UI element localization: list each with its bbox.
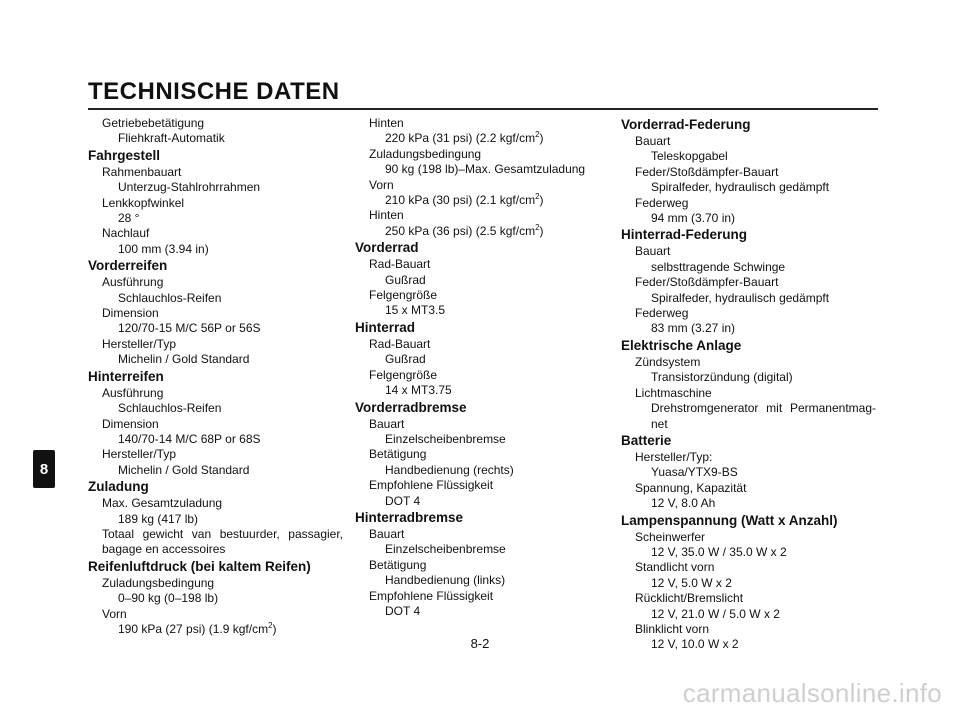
spec-value: 100 mm (3.94 in) — [118, 241, 209, 256]
spec-value: 83 mm (3.27 in) — [651, 321, 736, 336]
spec-value: 0–90 kg (0–198 lb) — [118, 591, 219, 606]
spec-label: Betätigung — [369, 447, 427, 462]
section-heading: Vorderradbremse — [355, 399, 467, 415]
section-heading: Hinterrad — [355, 319, 416, 335]
spec-label: Felgengröße — [369, 288, 438, 303]
spec-label: Rad-Bauart — [369, 257, 431, 272]
spec-value: Transistorzündung (digital) — [651, 370, 793, 385]
spec-label: Hinten — [369, 116, 404, 130]
spec-label: Dimension — [102, 306, 159, 321]
section-heading: Hinterrad-Federung — [621, 227, 748, 243]
spec-value: 210 kPa (30 psi) (2.1 kgf/$cm^2$) — [385, 192, 544, 208]
spec-value: Unterzug-Stahlrohrrahmen — [118, 180, 261, 195]
spec-column-2 — [355, 116, 610, 619]
section-heading: Lampenspannung (Watt x Anzahl) — [621, 512, 838, 528]
spec-value: Einzelscheibenbremse — [385, 431, 506, 446]
spec-label: Ausführung — [102, 275, 164, 290]
spec-label: Feder/Stoßdämpfer-Bauart — [635, 275, 779, 290]
spec-label: Nachlauf — [102, 226, 150, 241]
title-rule — [88, 108, 878, 110]
section-heading: Fahrgestell — [88, 147, 161, 163]
spec-label: Rahmenbauart — [102, 164, 182, 179]
section-heading: Hinterreifen — [88, 368, 164, 384]
spec-value: 15 x MT3.5 — [385, 303, 446, 318]
spec-value: Schlauchlos-Reifen — [118, 290, 222, 305]
spec-label: Hersteller/Typ — [102, 447, 177, 462]
spec-value: 12 V, 21.0 W / 5.0 W x 2 — [651, 606, 780, 621]
spec-label: Feder/Stoßdämpfer-Bauart — [635, 164, 779, 179]
page-title: TECHNISCHE DATEN — [88, 78, 340, 105]
spec-value: 12 V, 8.0 Ah — [651, 496, 716, 511]
section-heading: Batterie — [621, 432, 672, 448]
spec-column-3 — [621, 116, 876, 653]
spec-value: Einzelscheibenbremse — [385, 542, 506, 557]
spec-label: Totaal gewicht van bestuurder, passagier, — [102, 526, 343, 541]
spec-label: Hersteller/Typ: — [635, 449, 713, 464]
spec-label: Empfohlene Flüssigkeit — [369, 478, 494, 493]
spec-value: 90 kg (198 lb)–Max. Gesamtzuladung — [385, 162, 586, 177]
spec-value: selbsttragende Schwinge — [651, 259, 786, 274]
spec-value: 190 kPa (27 psi) (1.9 kgf/$cm^2$) — [118, 620, 277, 636]
spec-value: 220 kPa (31 psi) (2.2 kgf/$cm^2$) — [385, 130, 544, 146]
spec-value: 189 kg (417 lb) — [118, 511, 199, 526]
spec-value: 12 V, 35.0 W / 35.0 W x 2 — [651, 544, 787, 559]
section-heading: Hinterradbremse — [355, 509, 464, 525]
spec-label: Spannung, Kapazität — [635, 480, 747, 495]
spec-label: Rücklicht/Bremslicht — [635, 591, 744, 606]
section-heading: Elektrische Anlage — [621, 337, 742, 353]
spec-value: Yuasa/YTX9-BS — [651, 465, 738, 480]
spec-value: DOT 4 — [385, 493, 421, 508]
spec-label: Federweg — [635, 306, 689, 321]
spec-value: 28 ° — [118, 211, 140, 226]
spec-label: Scheinwerfer — [635, 529, 706, 544]
spec-label: bagage en accessoires — [102, 542, 226, 557]
spec-label: Vorn — [102, 606, 127, 621]
spec-column-1 — [88, 116, 343, 637]
spec-value: Handbedienung (rechts) — [385, 462, 514, 477]
spec-value: 94 mm (3.70 in) — [651, 211, 736, 226]
spec-label: Zuladungsbedingung — [369, 146, 482, 161]
section-heading: Vorderrad-Federung — [621, 117, 751, 132]
spec-value: Gußrad — [385, 272, 426, 287]
spec-value: Schlauchlos-Reifen — [118, 401, 222, 416]
spec-label: Standlicht vorn — [635, 560, 715, 575]
spec-value: 140/70-14 M/C 68P or 68S — [118, 431, 261, 446]
spec-label: Ausführung — [102, 385, 164, 400]
spec-label: Max. Gesamtzuladung — [102, 496, 223, 511]
spec-label: Lichtmaschine — [635, 385, 712, 400]
spec-label: Empfohlene Flüssigkeit — [369, 588, 494, 603]
spec-value: 120/70-15 M/C 56P or 56S — [118, 321, 261, 336]
spec-value: Teleskopgabel — [651, 149, 728, 164]
spec-value: 14 x MT3.75 — [385, 383, 452, 398]
spec-label: Felgengröße — [369, 367, 438, 382]
spec-value: Gußrad — [385, 352, 426, 367]
spec-label: Zuladungsbedingung — [102, 575, 215, 590]
watermark: carmanualsonline.info — [682, 678, 942, 708]
spec-label: Bauart — [635, 244, 671, 259]
section-heading: Reifenluftdruck (bei kaltem Reifen) — [88, 558, 311, 574]
spec-label: Vorn — [369, 177, 394, 192]
spec-value: 250 kPa (36 psi) (2.5 kgf/$cm^2$) — [385, 222, 544, 238]
spec-label: Rad-Bauart — [369, 336, 431, 351]
spec-label: Getriebebetätigung — [102, 116, 205, 130]
spec-value: Michelin / Gold Standard — [118, 462, 250, 477]
spec-value: 12 V, 10.0 W x 2 — [651, 637, 739, 652]
spec-label: Bauart — [369, 526, 405, 541]
spec-label: Hersteller/Typ — [102, 336, 177, 351]
spec-value: Spiralfeder, hydraulisch gedämpft — [651, 180, 830, 195]
page-number: 8-2 — [470, 636, 490, 651]
spec-label: Hinten — [369, 208, 404, 223]
spec-value: Handbedienung (links) — [385, 573, 506, 588]
section-tab: 8 — [33, 450, 55, 488]
spec-value: DOT 4 — [385, 603, 421, 618]
spec-label: Bauart — [635, 134, 671, 148]
spec-value: net — [651, 416, 668, 431]
spec-value: Drehstromgenerator mit Permanentmag- — [651, 401, 876, 416]
spec-label: Betätigung — [369, 557, 427, 572]
spec-value: Spiralfeder, hydraulisch gedämpft — [651, 290, 830, 305]
spec-label: Dimension — [102, 416, 159, 431]
section-heading: Zuladung — [88, 479, 149, 495]
spec-label: Zündsystem — [635, 354, 701, 369]
spec-label: Lenkkopfwinkel — [102, 195, 185, 210]
spec-value: Michelin / Gold Standard — [118, 352, 250, 367]
spec-value: 12 V, 5.0 W x 2 — [651, 575, 732, 590]
spec-label: Blinklicht vorn — [635, 621, 710, 636]
spec-value: Fliehkraft-Automatik — [118, 131, 225, 146]
spec-label: Bauart — [369, 416, 405, 431]
spec-label: Federweg — [635, 195, 689, 210]
section-heading: Vorderreifen — [88, 258, 168, 274]
section-heading: Vorderrad — [355, 240, 419, 256]
